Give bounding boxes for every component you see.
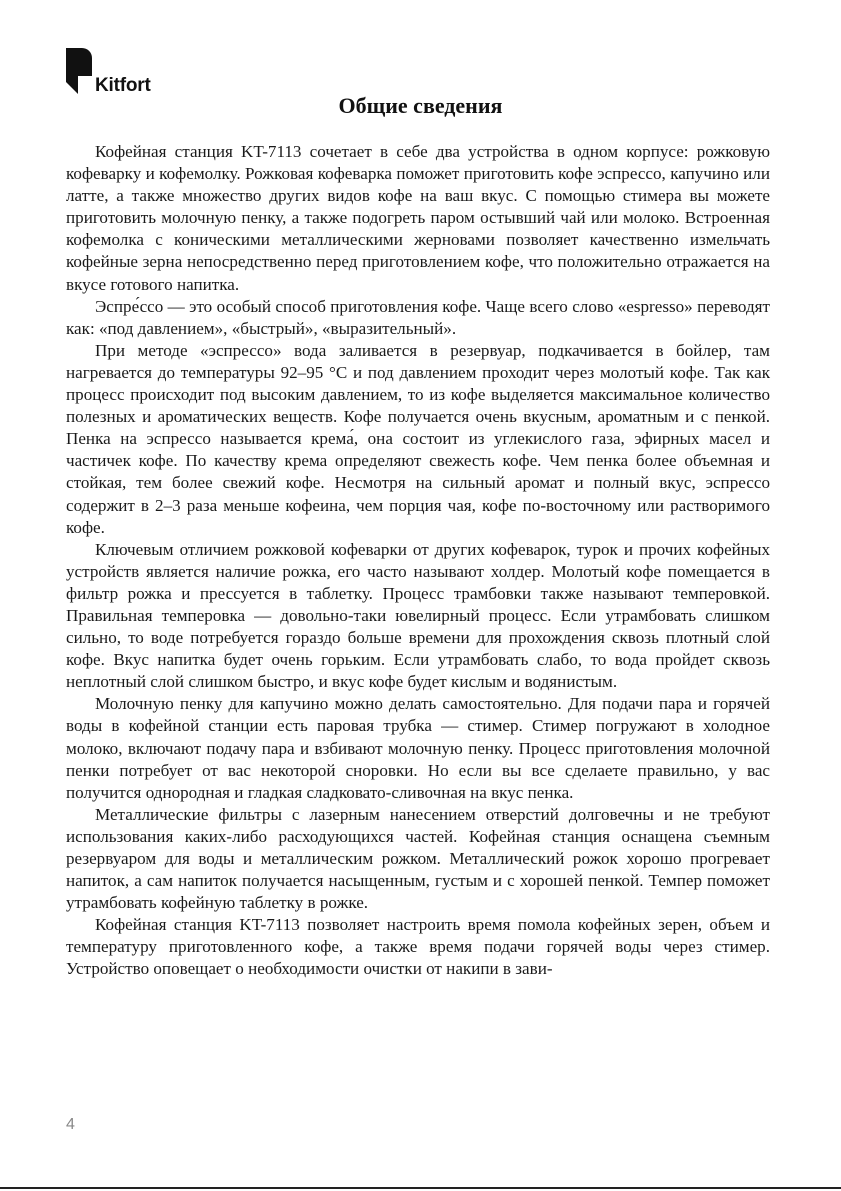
paragraph: Эспре́ссо — это особый способ приготовления кофе. Чаще всего слово «espresso» переводят как: «под давлением», «быстрый», «выразительный». — [66, 296, 770, 338]
paragraph: Кофейная станция KT-7113 позволяет настроить время помола кофейных зерен, объем и температуру приготовленного кофе, а также время подачи горячей воды через стимер. Устройство оповещает о необходимости очистки от накипи в зави- — [66, 915, 770, 979]
paragraph: Ключевым отличием рожковой кофеварки от других кофеварок, турок и прочих кофейных устройств является наличие рожка, его часто называют холдер. Молотый кофе помещается в фильтр рожка и прессуется в таблетку. Процесс трамбовки также называют темперовкой. Правильная темперовка — довольно-таки ювелирный процесс. Если утрамбовать слишком сильно, то воде потребуется гораздо больше времени для прохождения сквозь плотный слой кофе. Вкус напитка будет очень горьким. Если утрамбовать слабо, то вода пройдет сквозь неплотный слой слишком быстро, и вкус кофе будет кислым и водянистым. — [66, 539, 770, 692]
brand-name: Kitfort — [95, 75, 151, 96]
kitfort-logo-icon — [66, 48, 92, 94]
paragraph: Металлические фильтры с лазерным нанесением отверстий долговечны и не требуют использования каких-либо расходующихся частей. Кофейная станция оснащена съемным резервуаром для воды и металлическим рожком. Металлический рожок хорошо прогревает напиток, а сам напиток получается насыщенным, густым и с хорошей пенкой. Темпер поможет утрамбовать кофейную таблетку в рожке. — [66, 804, 770, 913]
page-number: 4 — [66, 1116, 75, 1133]
paragraph: Кофейная станция KT-7113 сочетает в себе два устройства в одном корпусе: рожковую кофеварку и кофемолку. Рожковая кофеварка поможет приготовить кофе эспрессо, капучино или латте, а также множество других видов кофе на ваш вкус. С помощью стимера вы можете приготовить молочную пенку, а также подогреть паром остывший чай или молоко. Встроенная кофемолка с коническими металлическими жерновами позволяет качественно измельчать кофейные зерна непосредственно перед приготовлением кофе, что положительно отражается на вкусе готового напитка. — [66, 142, 770, 294]
brand-logo — [66, 48, 186, 98]
page-title: Общие сведения — [338, 93, 503, 118]
bottom-divider — [0, 1187, 841, 1189]
body-text — [66, 141, 770, 981]
paragraph: Молочную пенку для капучино можно делать самостоятельно. Для подачи пара и горячей воды в кофейной станции есть паровая трубка — стимер. Стимер погружают в холодное молоко, включают подачу пара и взбивают молочную пенку. Процесс приготовления молочной пенки потребует от вас некоторой сноровки. Но если вы все сделаете правильно, у вас получится однородная и гладкая сладковато-сливочная на вкус пенка. — [66, 694, 770, 802]
paragraph: При методе «эспрессо» вода заливается в резервуар, подкачивается в бойлер, там нагревается до температуры 92–95 °C и под давлением проходит через молотый кофе. Так как процесс происходит под высоким давлением, то из кофе выделяется максимальное количество полезных и ароматических веществ. Кофе получается очень вкусным, ароматным и с пенкой. Пенка на эспрессо называется крема́, она состоит из углекислого газа, эфирных масел и частичек кофе. По качеству крема определяют свежесть кофе. Чем пенка более объемная и стойкая, тем более свежий кофе. Несмотря на сильный аромат и полный вкус, эспрессо содержит в 2–3 раза меньше кофеина, чем порция чая, кофе по-восточному или растворимого кофе. — [66, 340, 770, 537]
